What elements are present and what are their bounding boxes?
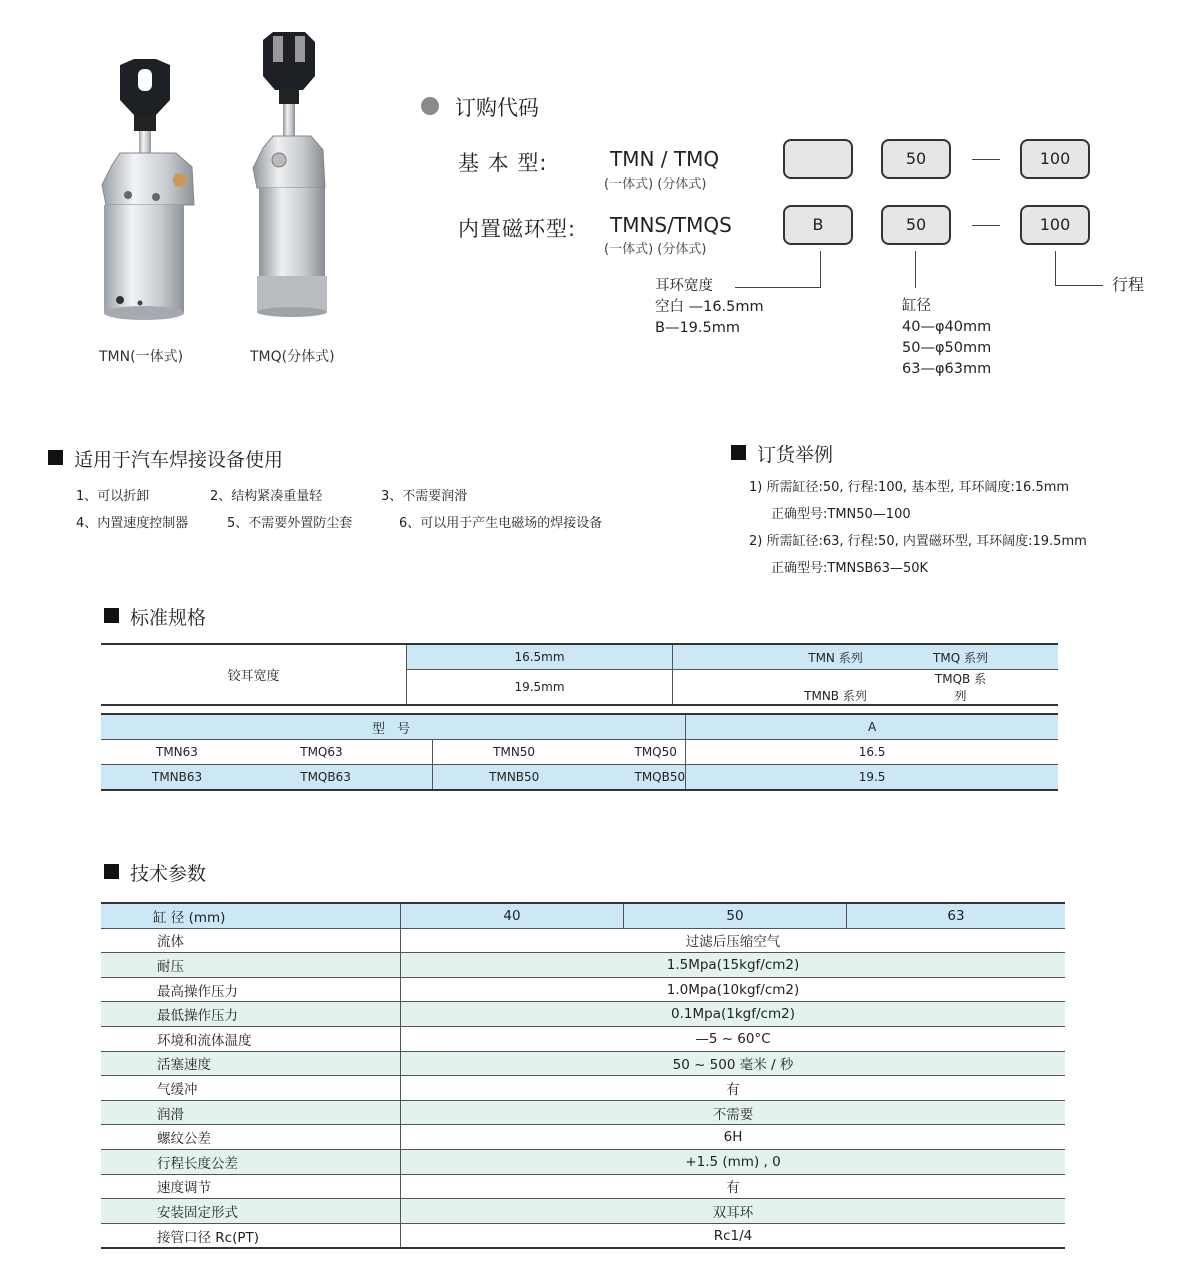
magnet-type-box-ear: B [783,205,853,245]
basic-type-box-ear [783,139,853,179]
order-code-title: 订购代码 [455,96,539,120]
tmq-caption: TMQ(分体式) [250,349,335,365]
tech-title: 技术参数 [130,863,207,885]
ear-width-table [101,643,1058,706]
a-value: 19.5 [686,765,1058,791]
param-value: 不需要 [401,1100,1066,1125]
param-name: 接管口径 Rc(PT) [101,1223,401,1248]
bore-note [902,296,991,380]
model-cell: TMQ50 [634,745,677,759]
ear-width-header: 铰耳宽度 [227,669,280,684]
model-cell: TMQ63 [300,745,343,759]
basic-type-sub: (一体式) (分体式) [604,177,707,192]
basic-type-box-bore: 50 [881,139,951,179]
param-value: 有 [401,1076,1066,1101]
tmn-caption: TMN(一体式) [99,349,184,365]
tmq-cylinder-image [233,28,338,328]
magnet-type-models: TMNS/TMQS [610,213,732,237]
dash [972,225,1000,226]
bore-title: 缸径 [902,298,931,314]
param-value: 6H [401,1125,1066,1150]
basic-type-box-stroke: 100 [1020,139,1090,179]
examples-title: 订货举例 [757,444,834,466]
feature-item: 5、不需要外置防尘套 [227,516,353,531]
a-value: 16.5 [686,740,1058,765]
series-name: TMNB 系列 [804,689,867,703]
series-cell [673,644,1059,670]
param-name: 速度调节 [101,1174,401,1199]
bore-line2: 50—φ50mm [902,340,992,356]
ear-width-note [655,276,764,339]
param-name: 安装固定形式 [101,1199,401,1224]
ear-width-line1: 空白 —16.5mm [655,299,764,315]
param-value: —5 ~ 60°C [401,1026,1066,1051]
magnet-type-label: 内置磁环型: [458,217,577,241]
ear-leader-line [820,251,821,288]
param-name: 最高操作压力 [101,977,401,1002]
param-name: 流体 [101,928,401,953]
param-name: 环境和流体温度 [101,1026,401,1051]
tmn-cylinder-image [90,55,215,325]
section-square-icon [731,445,746,460]
example-model: 正确型号:TMN50—100 [771,507,911,522]
section-square-icon [48,450,63,465]
param-name: 活塞速度 [101,1051,401,1076]
example-requirement: 2) 所需缸径:63, 行程:50, 内置磁环型, 耳环阔度:19.5mm [749,534,1087,549]
ear-width-value: 16.5mm [407,644,673,670]
param-value: +1.5 (mm) , 0 [401,1149,1066,1174]
bore-header: 缸 径 (mm) [101,903,401,928]
param-value: 双耳环 [401,1199,1066,1224]
example-model: 正确型号:TMNSB63—50K [771,561,929,576]
stroke-title: 行程 [1112,275,1145,294]
series-name: TMQB 系列 [934,672,987,703]
basic-type-models: TMN / TMQ [610,147,720,171]
series-cell [673,670,1059,706]
bore-leader-line [915,251,916,288]
model-cell: TMNB50 [433,765,635,791]
bore-line1: 40—φ40mm [902,319,992,335]
tech-table [101,902,1065,1249]
ear-width-value: 19.5mm [407,670,673,706]
bullet-dot-icon [421,97,439,115]
model-cell: TMN63 [156,745,198,759]
param-name: 耐压 [101,953,401,978]
magnet-type-sub: (一体式) (分体式) [604,242,707,257]
dash [972,159,1000,160]
param-name: 行程长度公差 [101,1149,401,1174]
basic-type-label: 基 本 型: [458,151,548,175]
bore-col: 50 [624,903,847,928]
feature-item: 6、可以用于产生电磁场的焊接设备 [399,516,603,531]
standard-title: 标准规格 [130,607,207,629]
example-requirement: 1) 所需缸径:50, 行程:100, 基本型, 耳环阔度:16.5mm [749,480,1070,495]
stroke-leader-line [1055,285,1103,286]
param-name: 润滑 [101,1100,401,1125]
bore-line3: 63—φ63mm [902,361,992,377]
model-header: 型 号 [101,714,686,740]
param-value: 过滤后压缩空气 [401,928,1066,953]
model-a-table [101,713,1058,791]
bore-col: 40 [401,903,624,928]
series-name: TMQ 系列 [933,650,988,665]
feature-item: 3、不需要润滑 [381,489,468,504]
section-square-icon [104,864,119,879]
feature-item: 4、内置速度控制器 [76,516,189,531]
model-cell: TMNB63 [101,765,300,791]
param-name: 最低操作压力 [101,1002,401,1027]
param-value: 1.0Mpa(10kgf/cm2) [401,977,1066,1002]
section-square-icon [104,608,119,623]
param-value: 1.5Mpa(15kgf/cm2) [401,953,1066,978]
bore-col: 63 [847,903,1066,928]
feature-item: 2、结构紧凑重量轻 [210,489,323,504]
magnet-type-box-bore: 50 [881,205,951,245]
features-title: 适用于汽车焊接设备使用 [74,449,284,471]
a-header: A [686,714,1058,740]
stroke-leader-line [1055,251,1056,286]
feature-item: 1、可以折卸 [76,489,150,504]
model-cell: TMQB50 [635,765,686,791]
param-value: Rc1/4 [401,1223,1066,1248]
param-name: 螺纹公差 [101,1125,401,1150]
param-value: 0.1Mpa(1kgf/cm2) [401,1002,1066,1027]
param-value: 50 ~ 500 毫米 / 秒 [401,1051,1066,1076]
param-name: 气缓冲 [101,1076,401,1101]
model-cell: TMN50 [433,740,635,765]
ear-width-line2: B—19.5mm [655,320,740,336]
series-name: TMN 系列 [808,650,863,665]
model-cell: TMQB63 [300,765,432,791]
magnet-type-box-stroke: 100 [1020,205,1090,245]
param-value: 有 [401,1174,1066,1199]
ear-width-title: 耳环宽度 [655,278,713,294]
